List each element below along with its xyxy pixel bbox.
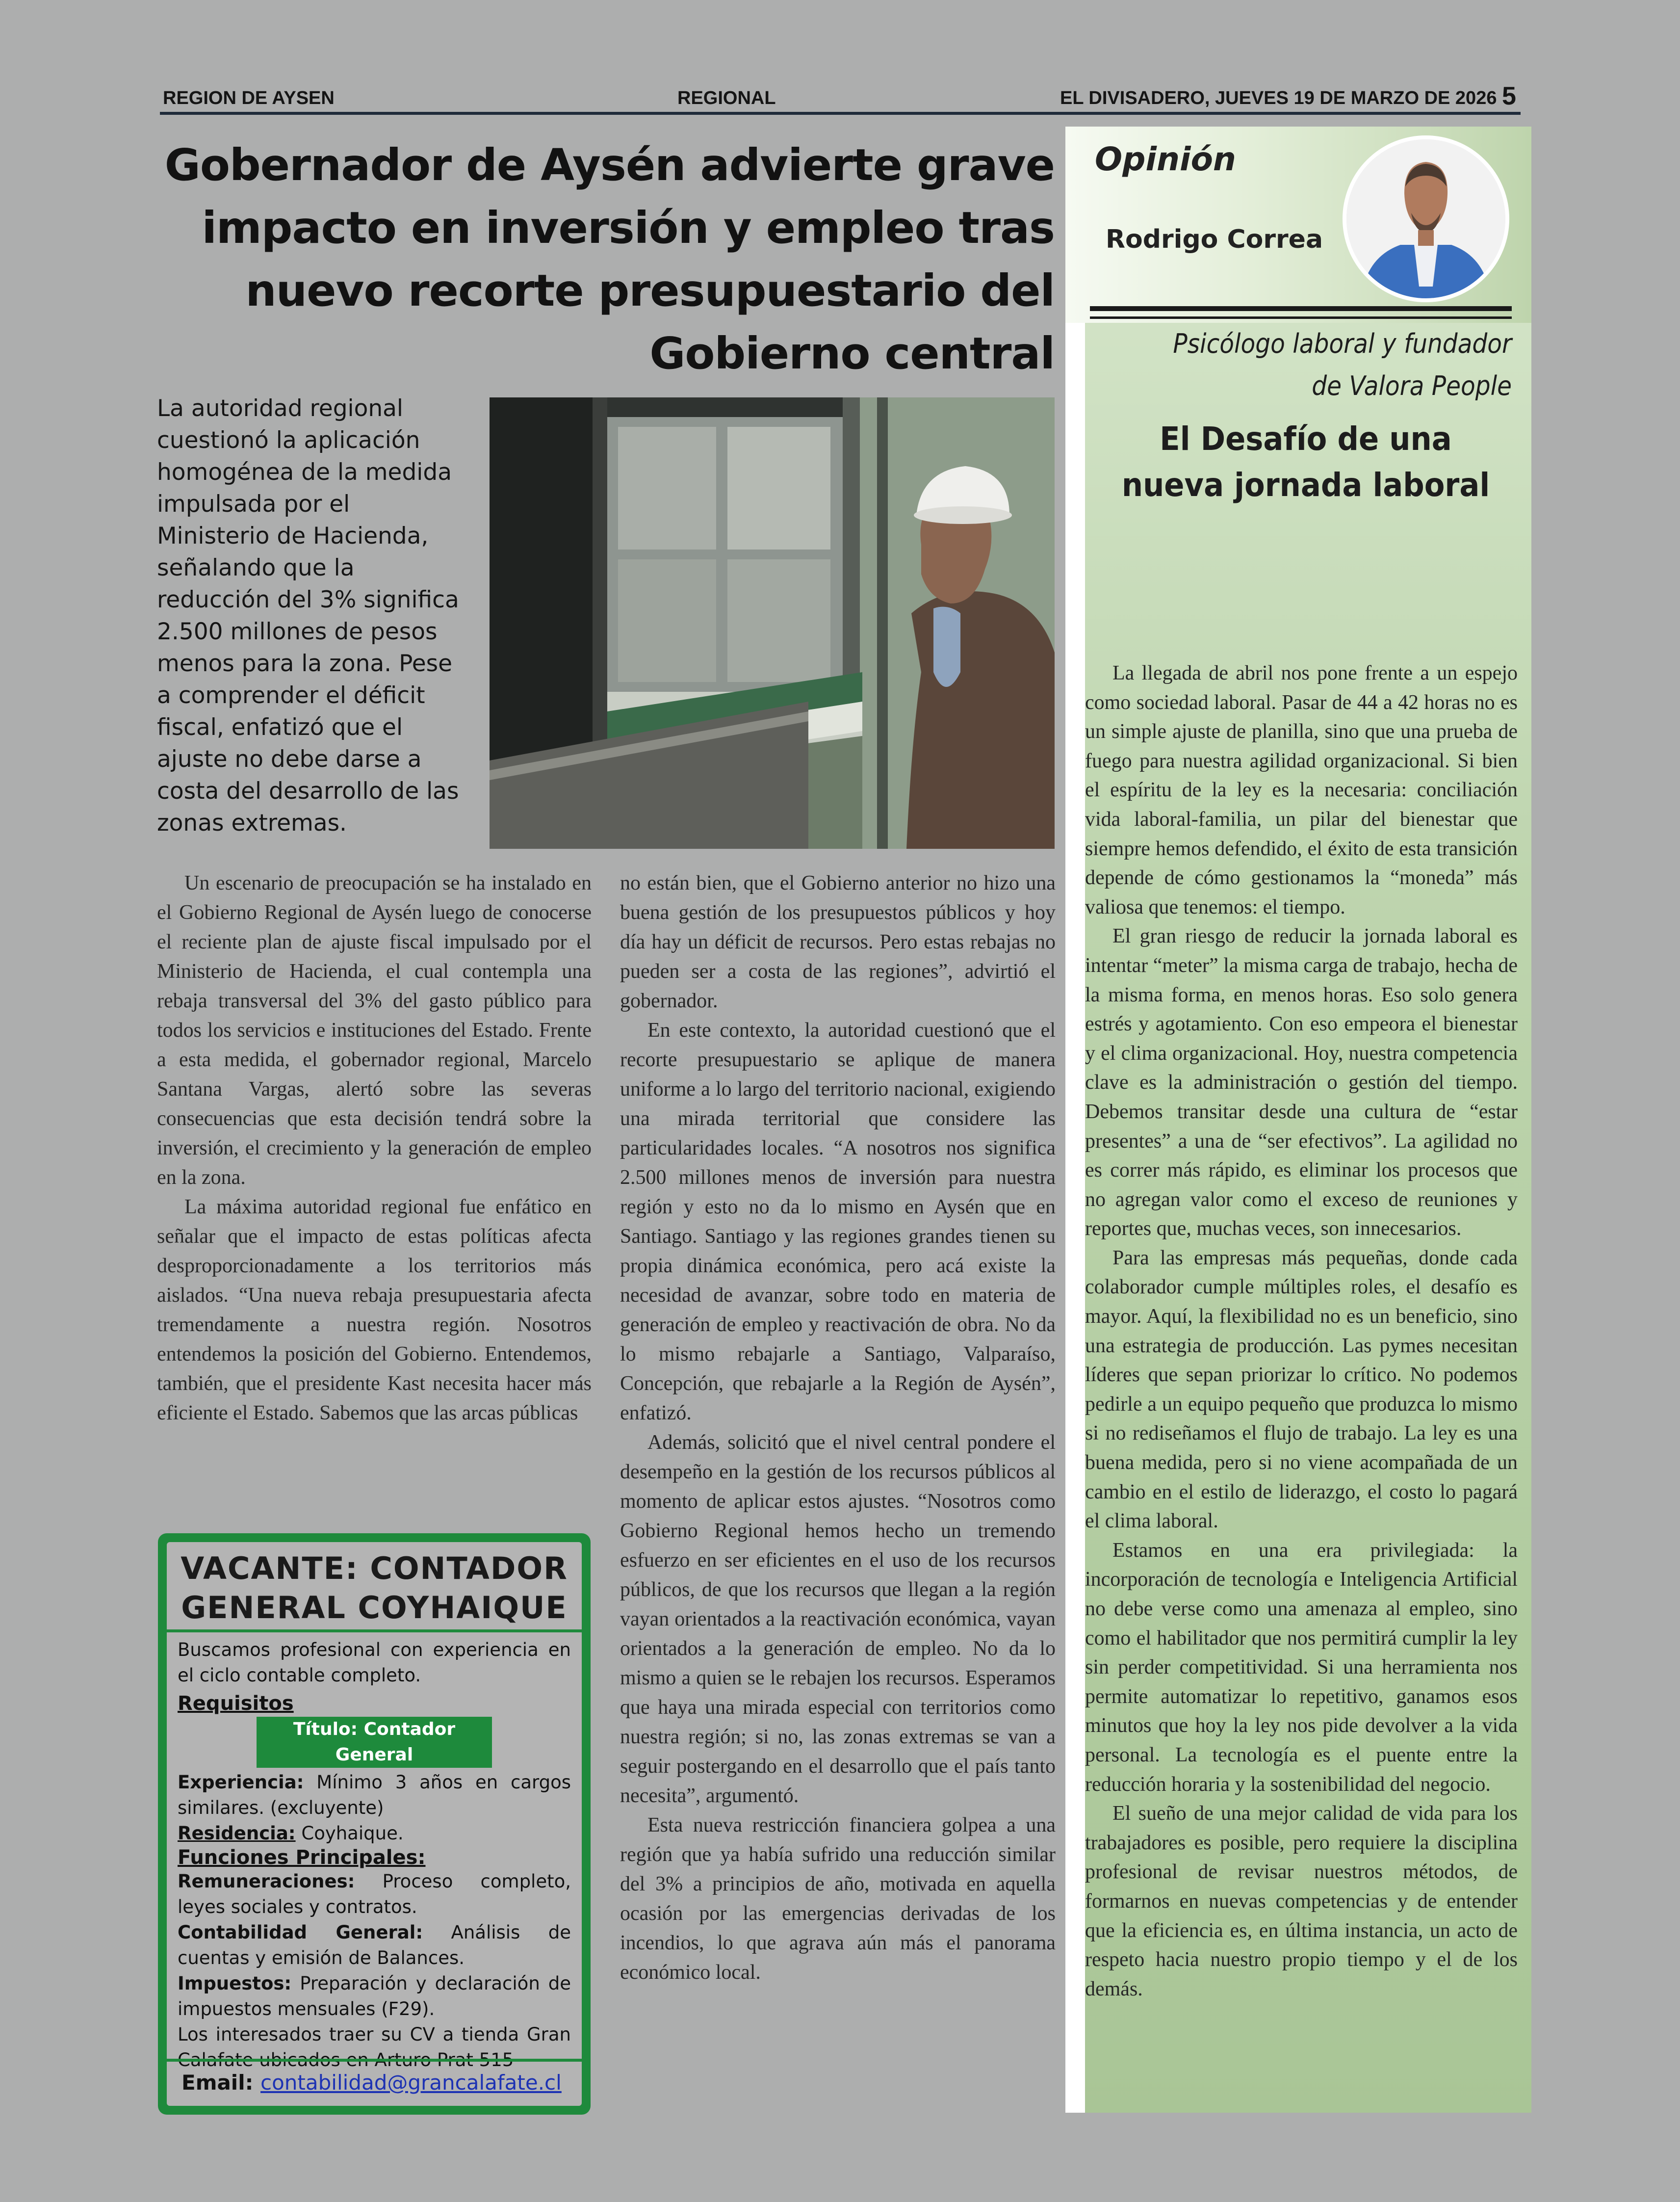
ad-email-row (167, 2059, 582, 2106)
opinion-body (1085, 659, 1518, 2004)
opinion-author: Rodrigo Correa (1106, 225, 1323, 254)
ad-label: Experiencia: (178, 1772, 304, 1793)
section-center-label: REGIONAL (677, 88, 776, 108)
ad-intro: Buscamos profesional con experiencia en el ciclo contable completo. (178, 1639, 571, 1686)
author-role: Psicólogo laboral y fundador de Valora People (1173, 328, 1512, 401)
opinion-paragraph: Estamos en una era privilegiada: la incorporación de tecnología e Inteligencia Artificial no debe verse como una amenaza al empleo, sino como el habilitador que nos permitirá cumplir la ley sin perder competitividad. Si una herramienta nos permite automatizar lo repetitivo, ganamos esos minutos que hoy la ley nos pide devolver a la vida personal. La tecnología es el puente entre la reducción horaria y la sostenibilidad del negocio. (1085, 1539, 1518, 1796)
article-paragraph: no están bien, que el Gobierno anterior no hizo una buena gestión de los presupuestos públicos y hoy día hay un déficit de recursos. Pero estas rebajas no pueden ser a costa de las regiones”, advirtió el gobernador. (620, 872, 1056, 1012)
paper-date: EL DIVISADERO, JUEVES 19 DE MARZO DE 2026 (1060, 88, 1497, 108)
article-column-2 (620, 868, 1056, 1987)
article-paragraph: En este contexto, la autoridad cuestionó que el recorte presupuestario se aplique de manera uniforme a lo largo del territorio nacional, exigiendo una mirada territorial que considere las particularidades locales. “A nosotros nos significa 2.500 millones menos de inversión para nuestra región y esto no da lo mismo en Aysén que en Santiago. Santiago y las regiones grandes tienen su propia dinámica económica, pero acá existe la necesidad de avanzar, sobre todo en materia de generación de empleo y reactivación de obra. No da lo mismo rebajarle a Santiago, Valparaíso, Concepción, que rebajarle a la Región de Aysén”, enfatizó. (620, 1019, 1056, 1424)
opinion-paragraph: Para las empresas más pequeñas, donde cada colaborador cumple múltiples roles, el desafío es mayor. Aquí, la flexibilidad no es un beneficio, sino una estrategia de producción. Las pymes necesitan líderes que sepan priorizar lo crítico. No podemos pedirle a un equipo pequeño que produzca lo mismo si no rediseñamos el flujo de trabajo. La ley es una buena medida, pero si no viene acompañada de un cambio en el estilo de liderazgo, el costo lo pagará el clima laboral. (1085, 1246, 1518, 1533)
article-photo (490, 397, 1055, 849)
ad-value: Análisis de cuentas y emisión de Balances. (178, 1922, 571, 1968)
ad-title-line-2: GENERAL COYHAIQUE (181, 1590, 568, 1625)
opinion-paragraph: El sueño de una mejor calidad de vida para los trabajadores es posible, pero requiere la disciplina profesional de revisar nuestros métodos, de formarnos en nuevas competencias y de entender que la eficiencia es, en última instancia, un acto de respeto hacia nuestro propio tiempo y el de los demás. (1085, 1802, 1518, 2000)
ad-value: Proceso completo, leyes sociales y contratos. (178, 1871, 571, 1917)
article-paragraph: Esta nueva restricción financiera golpea a una región que ya había sufrido una reducción similar del 3% a principios de año, motivada en aquella ocasión por las emergencias derivadas de los incendios, lo que agrava aún más el panorama económico local. (620, 1814, 1056, 1984)
ad-cv-note: Los interesados traer su CV a tienda Gran Calafate ubicados en Arturo Prat 515 (178, 2024, 571, 2071)
job-ad (158, 1533, 591, 2115)
article-column-1 (157, 868, 592, 1428)
opinion-column (1065, 127, 1531, 2113)
page-number: 5 (1502, 82, 1516, 110)
page-header (160, 84, 1521, 115)
opinion-label: Opinión (1095, 140, 1236, 178)
ad-funciones-heading: Funciones Principales: (178, 1846, 426, 1869)
ad-email-label: Email: (181, 2071, 254, 2095)
ad-label: Contabilidad General: (178, 1922, 423, 1943)
opinion-paragraph: La llegada de abril nos pone frente a un espejo como sociedad laboral. Pasar de 44 a 42 horas no es un simple ajuste de planilla, sino que una prueba de fuego para nuestra agilidad organizacional. Si bien el espíritu de la ley es la necesaria: conciliación vida laboral-familia, un pilar del bienestar que siempre hemos defendido, el éxito de esta transición depende de cómo gestionamos la “moneda” más valiosa que tenemos: el tiempo. (1085, 662, 1518, 918)
ad-label: Residencia: (178, 1823, 296, 1844)
ad-requisitos-heading: Requisitos (178, 1692, 294, 1715)
ad-title-line-1: VACANTE: CONTADOR (181, 1550, 568, 1586)
opinion-divider (1090, 306, 1512, 319)
section-label: REGION DE AYSEN (163, 88, 335, 108)
opinion-paragraph: El gran riesgo de reducir la jornada laboral es intentar “meter” la misma carga de trabajo, hecha de la misma forma, en menos horas. Eso solo genera estrés y agotamiento. Con eso empeora el bienestar y el clima organizacional. Hoy, nuestra competencia clave es la administración o gestión del tiempo. Debemos transitar desde una cultura de “estar presentes” a una de “ser efectivos”. La agilidad no es correr más rápido, es eliminar los procesos que no agregan valor como el exceso de reuniones y reportes que, muchas veces, son innecesarios. (1085, 925, 1518, 1240)
ad-label: Remuneraciones: (178, 1871, 355, 1892)
ad-title-pill: Título: Contador General (257, 1717, 492, 1768)
article-headline: Gobernador de Aysén advierte grave impacto en inversión y empleo tras nuevo recorte presupuestario del Gobierno central (164, 139, 1055, 379)
article-paragraph: Un escenario de preocupación se ha instalado en el Gobierno Regional de Aysén luego de conocerse el reciente plan de ajuste fiscal impulsado por el Ministerio de Hacienda, el cual contempla una rebaja transversal del 3% del gasto público para todos los servicios e instituciones del Estado. Frente a esta medida, el gobernador regional, Marcelo Santana Vargas, alertó sobre las severas consecuencias que esta decisión tendrá sobre la inversión, el crecimiento y la generación de empleo en la zona. (157, 872, 592, 1189)
article-paragraph: Además, solicitó que el nivel central pondere el desempeño en la gestión de los recursos públicos al momento de aplicar estos ajustes. “Nosotros como Gobierno Regional hemos hecho un tremendo esfuerzo en ser eficientes en el uso de los recursos públicos, de que los recursos que llegan a la región vayan orientados a la reactivación económica, vayan orientados a la generación de empleo. No da lo mismo a quien se le rebajen los recursos. Esperamos que haya una mirada especial con territorios como nuestra región; si no, las zonas extremas se van a seguir postergando en el desarrollo que el país tanto necesita”, argumentó. (620, 1431, 1056, 1807)
ad-value: Mínimo 3 años en cargos similares. (excluyente) (178, 1772, 571, 1818)
article-paragraph: La máxima autoridad regional fue enfático en señalar que el impacto de estas políticas afecta desproporcionadamente a los territorios más aislados. “Una nueva rebaja presupuestaria afecta tremendamente a nuestra región. Nosotros entendemos la posición del Gobierno. Entendemos, también, que el presidente Kast necesita hacer más eficiente el Estado. Sabemos que las arcas públicas (157, 1196, 592, 1424)
ad-email-link[interactable]: contabilidad@grancalafate.cl (260, 2071, 562, 2095)
author-photo (1343, 135, 1509, 302)
opinion-title: El Desafío de una nueva jornada laboral (1121, 420, 1490, 504)
ad-divider (167, 1629, 582, 1632)
ad-value: Preparación y declaración de impuestos mensuales (F29). (178, 1973, 571, 2019)
article-lead: La autoridad regional cuestionó la aplicación homogénea de la medida impulsada por el Ministerio de Hacienda, señalando que la reducción del 3% significa 2.500 millones de pesos menos para la zona. Pese a comprender el déficit fiscal, enfatizó que el ajuste no debe darse a costa del desarrollo de las zonas extremas. (157, 395, 459, 837)
ad-value: Coyhaique. (301, 1823, 404, 1844)
ad-label: Impuestos: (178, 1973, 292, 1994)
